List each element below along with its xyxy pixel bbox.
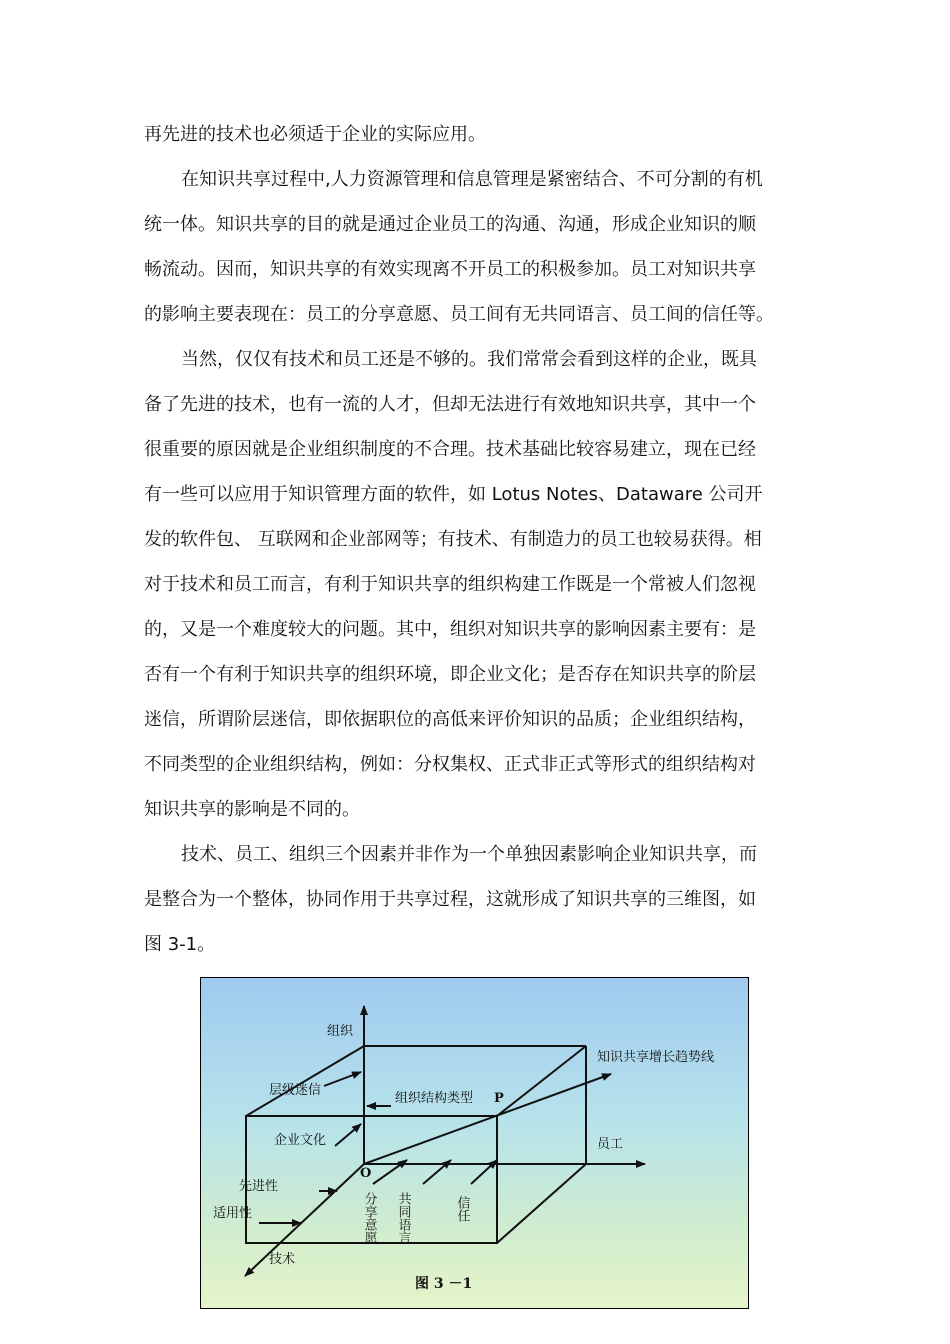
paragraph-line: 在知识共享过程中,人力资源管理和信息管理是紧密结合、不可分割的有机 [181, 169, 763, 190]
structure-label: 组织结构类型 [395, 1091, 474, 1106]
body-text [144, 112, 808, 967]
paragraph-line: 否有一个有利于知识共享的组织环境，即企业文化；是否存在知识共享的阶层 [144, 664, 756, 685]
paragraph-line: 备了先进的技术，也有一流的人才，但却无法进行有效地知识共享，其中一个 [144, 394, 756, 415]
box-edge [497, 1046, 586, 1116]
paragraph-line: 统一体。知识共享的目的就是通过企业员工的沟通、沟通，形成企业知识的顺 [144, 214, 756, 235]
paragraph-line: 图 3-1。 [144, 934, 216, 955]
paragraph-line: 是整合为一个整体，协同作用于共享过程，这就形成了知识共享的三维图，如 [144, 889, 756, 910]
culture-arrow [335, 1124, 361, 1146]
hierarchy-arrow [324, 1072, 361, 1086]
common-lang-label: 共同语言 [395, 1192, 411, 1244]
paragraph-line: 畅流动。因而，知识共享的有效实现离不开员工的积极参加。员工对知识共享 [144, 259, 756, 280]
culture-label: 企业文化 [274, 1133, 327, 1148]
figure-3-1 [200, 977, 749, 1309]
hierarchy-label: 层级迷信 [269, 1083, 322, 1098]
paragraph-line: 有一些可以应用于知识管理方面的软件，如 Lotus Notes、Dataware 公司开 [144, 484, 763, 505]
share-will-label: 分享意愿 [361, 1192, 377, 1244]
trend-line [364, 1074, 611, 1164]
paragraph-line: 对于技术和员工而言，有利于知识共享的组织构建工作既是一个常被人们忽视 [144, 574, 756, 595]
paragraph-line: 技术、员工、组织三个因素并非作为一个单独因素影响企业知识共享，而 [181, 844, 757, 865]
paragraph-line: 迷信，所谓阶层迷信，即依据职位的高低来评价知识的品质；企业组织结构， [144, 709, 756, 730]
advanced-label: 先进性 [239, 1179, 279, 1194]
paragraph-line: 再先进的技术也必须适于企业的实际应用。 [144, 124, 486, 145]
paragraph-line: 的，又是一个难度较大的问题。其中，组织对知识共享的影响因素主要有：是 [144, 619, 756, 640]
paragraph-line: 当然，仅仅有技术和员工还是不够的。我们常常会看到这样的企业，既具 [181, 349, 757, 370]
tech-label: 技术 [269, 1252, 296, 1267]
paragraph-line: 的影响主要表现在：员工的分享意愿、员工间有无共同语言、员工间的信任等。 [144, 304, 774, 325]
origin-label: O [360, 1166, 372, 1181]
box-edge [497, 1164, 586, 1243]
point-p-label: P [494, 1091, 504, 1106]
knowledge-sharing-3d-diagram [201, 978, 748, 1308]
applicable-label: 适用性 [213, 1206, 253, 1221]
paragraph-line: 发的软件包、 互联网和企业部网等；有技术、有制造力的员工也较易获得。相 [144, 529, 762, 550]
paragraph-line: 知识共享的影响是不同的。 [144, 799, 360, 820]
figure-caption: 图 3 －1 [415, 1276, 473, 1292]
trust-label: 信任 [454, 1196, 470, 1222]
paragraph-line: 不同类型的企业组织结构，例如：分权集权、正式非正式等形式的组织结构对 [144, 754, 756, 775]
box-edge [246, 1046, 364, 1116]
staff-label: 员工 [597, 1137, 624, 1152]
paragraph-line: 很重要的原因就是企业组织制度的不合理。技术基础比较容易建立，现在已经 [144, 439, 756, 460]
trend-label: 知识共享增长趋势线 [597, 1050, 715, 1065]
org-label: 组织 [327, 1024, 354, 1039]
